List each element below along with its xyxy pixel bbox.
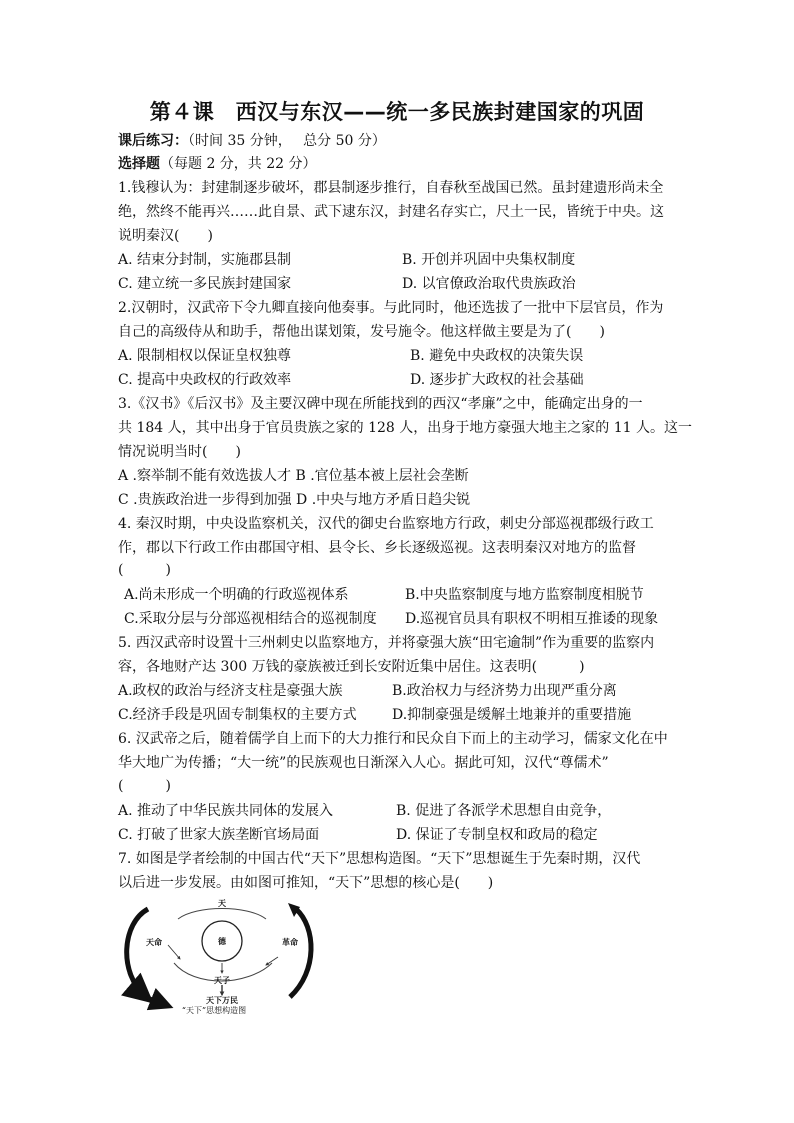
q1-option-a: A. 结束分封制，实施郡县制 <box>118 252 292 268</box>
q2-option-b: B. 避免中央政权的决策失误 <box>410 348 584 364</box>
q1-option-c: C. 建立统一多民族封建国家 <box>118 276 292 292</box>
q3-line-3: 情况说明当时( ) <box>118 444 241 460</box>
q4-line-2: 作，郡以下行政工作由郡国守相、县令长、乡长逐级巡视。这表明秦汉对地方的监督 <box>118 540 636 556</box>
q4-option-c: C.采取分层与分部巡视相结合的巡视制度 <box>124 611 377 627</box>
q1-line-1: 1.钱穆认为：封建制逐步破坏，郡县制逐步推行，自春秋至战国已然。虽封建遗形尚未全 <box>118 180 664 196</box>
q5-option-a: A.政权的政治与经济支柱是豪强大族 <box>118 683 343 699</box>
q1-option-b: B. 开创并巩固中央集权制度 <box>402 252 576 268</box>
q3-line-2: 共 184 人，其中出身于官员贵族之家的 128 人，出身于地方豪强大地主之家的 11 人。这一 <box>118 420 692 436</box>
q7-line-1: 7. 如图是学者绘制的中国古代“天下”思想构造图。“天下”思想诞生于先秦时期，汉代 <box>118 851 641 867</box>
q4-option-d: D.巡视官员具有职权不明相互推诿的现象 <box>405 611 659 627</box>
q6-option-c: C. 打破了世家大族垄断官场局面 <box>118 827 320 843</box>
outer-arc-left <box>127 909 148 997</box>
q5-option-d: D.抑制豪强是缓解土地兼并的重要措施 <box>392 707 632 723</box>
outer-arc-bottom-left <box>146 997 166 1005</box>
q1-option-d: D. 以官僚政治取代贵族政治 <box>402 276 576 292</box>
q2-option-c: C. 提高中央政权的行政效率 <box>118 372 292 388</box>
q2-option-a: A. 限制相权以保证皇权独尊 <box>118 348 292 364</box>
q4-option-b: B.中央监察制度与地方监察制度相脱节 <box>405 587 644 603</box>
q6-line-3: ( ) <box>118 778 171 794</box>
label-revolution: 革命 <box>282 937 298 947</box>
q5-option-b: B.政治权力与经济势力出现严重分离 <box>392 683 617 699</box>
tianxia-diagram <box>118 893 318 1015</box>
q5-line-2: 容，各地财产达 300 万钱的豪族被迁到长安附近集中居住。这表明( ) <box>118 659 585 675</box>
label-people: 天下万民 <box>206 995 238 1005</box>
q1-line-3: 说明秦汉( ) <box>118 228 213 244</box>
q3-options-ab: A .察举制不能有效选拔人才 B .官位基本被上层社会垄断 <box>118 468 469 484</box>
practice-header <box>118 131 386 151</box>
q4-line-1: 4. 秦汉时期，中央设监察机关，汉代的御史台监察地方行政，刺史分部巡视郡级行政工 <box>118 516 654 532</box>
section-label: 选择题 <box>118 156 160 172</box>
q6-option-b: B. 促进了各派学术思想自由竞争， <box>396 803 612 819</box>
q2-option-d: D. 逐步扩大政权的社会基础 <box>410 372 584 388</box>
diagram-caption: “天下”思想构造图 <box>181 1006 247 1015</box>
q4-line-3: ( ) <box>118 562 171 578</box>
label-mandate: 天命 <box>146 937 162 947</box>
label-virtue: 德 <box>218 936 226 946</box>
q1-line-2: 绝，然终不能再兴……此自景、武下逮东汉，封建名存实亡，尺土一民，皆统于中央。这 <box>118 204 664 220</box>
q3-line-1: 3.《汉书》《后汉书》及主要汉碑中现在所能找到的西汉“孝廉”之中，能确定出身的一 <box>118 396 643 412</box>
label-heaven: 天 <box>218 898 226 908</box>
q7-line-2: 以后进一步发展。由如图可推知，“天下”思想的核心是( ) <box>118 875 494 891</box>
arrow-from-right <box>266 957 278 965</box>
label-son-of-heaven: 天子 <box>214 975 230 985</box>
q6-line-1: 6. 汉武帝之后，随着儒学自上而下的大力推行和民众自下而上的主动学习，儒家文化在中 <box>118 731 668 747</box>
lesson-title: 第４课 西汉与东汉——统一多民族封建国家的巩固 <box>149 100 645 124</box>
q5-option-c: C.经济手段是巩固专制集权的主要方式 <box>118 707 357 723</box>
practice-label: 课后练习： <box>118 133 188 149</box>
q2-line-2: 自己的高级侍从和助手，帮他出谋划策，发号施令。他这样做主要是为了( ) <box>118 324 605 340</box>
q3-options-cd: C .贵族政治进一步得到加强 D .中央与地方矛盾日趋尖锐 <box>118 492 471 508</box>
q2-line-1: 2.汉朝时，汉武帝下令九卿直接向他奏事。与此同时，他还选拔了一批中下层官员，作为 <box>118 300 664 316</box>
section-header <box>118 154 317 174</box>
outer-arc-right <box>290 909 311 997</box>
tianxia-diagram-svg <box>118 893 318 1015</box>
q4-option-a: A.尚未形成一个明确的行政巡视体系 <box>124 587 349 603</box>
q6-option-a: A. 推动了中华民族共同体的发展入 <box>118 803 334 819</box>
q5-line-1: 5. 西汉武帝时设置十三州刺史以监察地方，并将豪强大族“田宅逾制”作为重要的监察内 <box>118 635 655 651</box>
section-info: （每题 2 分，共 22 分） <box>160 156 317 172</box>
arrow-down-left <box>168 945 180 959</box>
q6-option-d: D. 保证了专制皇权和政局的稳定 <box>396 827 598 843</box>
q6-line-2: 华大地广为传播；“大一统”的民族观也日渐深入人心。据此可知，汉代“尊儒术” <box>118 755 609 771</box>
practice-info: （时间 35 分钟， 总分 50 分） <box>188 133 386 149</box>
